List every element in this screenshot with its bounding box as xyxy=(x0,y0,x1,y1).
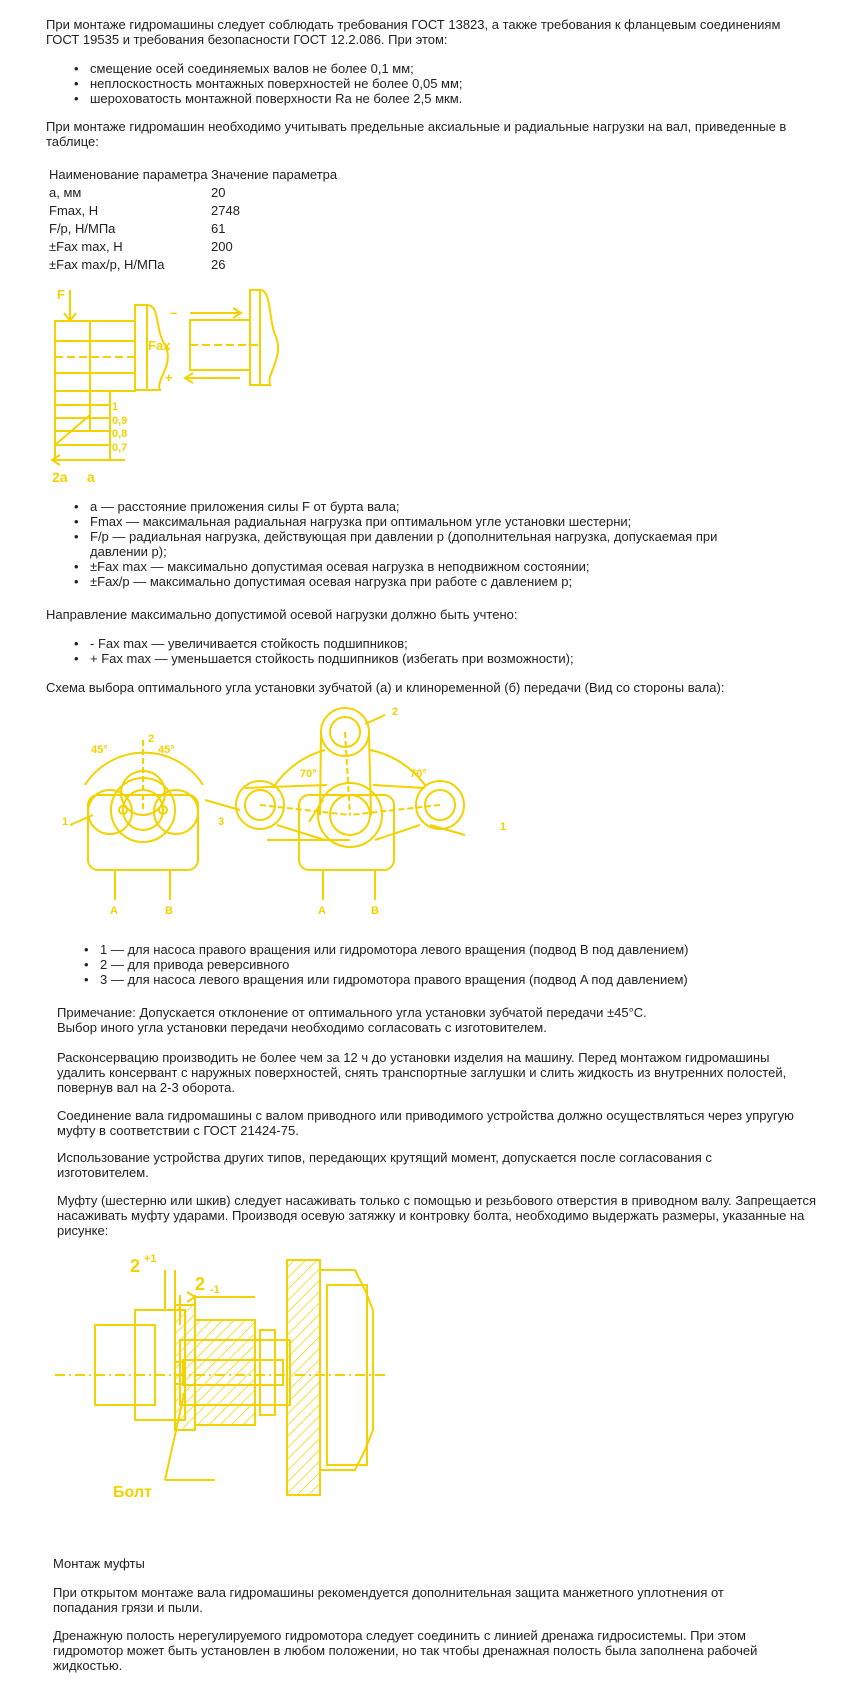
mount-caption: Монтаж муфты xyxy=(53,1556,145,1571)
table-row xyxy=(49,257,337,275)
note-line-2: Выбор иного угла установки передачи необходимо согласовать с изготовителем. xyxy=(57,1020,547,1035)
table-cell: 26 xyxy=(211,257,226,272)
gear-num-1: 1 xyxy=(62,816,69,828)
table-header: Наименование параметра xyxy=(49,167,208,182)
force-fax-label: Fax xyxy=(148,338,171,353)
num-3: 3 xyxy=(218,816,225,828)
note-line-1: Примечание: Допускается отклонение от оптимального угла установки зубчатой передачи ±45°С. xyxy=(57,1005,647,1020)
angle-70-right: 70° xyxy=(410,768,427,780)
plus-sign: + xyxy=(165,370,173,385)
angle-left-label: 45° xyxy=(91,744,108,756)
legend-list xyxy=(90,499,750,589)
force-f-label: F xyxy=(57,287,65,302)
intro-paragraph: При монтаже гидромашины следует соблюдать требования ГОСТ 13823, а также требования к фланцевым соединениям ГОСТ 19535 и требования безопасности ГОСТ 12.2.086. При этом: xyxy=(46,17,781,47)
table-cell: Fmax, H xyxy=(49,203,99,218)
loads-intro: При монтаже гидромашин необходимо учитывать предельные аксиальные и радиальные нагрузки на вал, приведенные в таблице: xyxy=(46,119,787,149)
list-item: • неплоскостность монтажных поверхностей не более 0,05 мм; xyxy=(90,76,790,91)
list-item: • 2 — для привода реверсивного xyxy=(100,957,800,972)
gear-num-2: 2 xyxy=(148,733,155,745)
mounting-angle-diagram xyxy=(55,700,525,930)
coupling-paragraph: Соединение вала гидромашины с валом приводного или приводимого устройства должно осуществляться через упругую муфту в соответствии с ГОСТ 21424-75. xyxy=(57,1108,794,1138)
table-row xyxy=(49,185,337,203)
table-header-row xyxy=(49,167,337,185)
dim-2-minus-1-sub: -1 xyxy=(210,1284,220,1296)
table-cell: 2748 xyxy=(211,203,240,218)
other-devices-paragraph: Использование устройства других типов, передающих крутящий момент, допускается после согласования с изготовителем. xyxy=(57,1150,712,1180)
direction-intro: Направление максимально допустимой осевой нагрузки должно быть учтено: xyxy=(46,607,518,622)
open-mount-paragraph: При открытом монтаже вала гидромашины рекомендуется дополнительная защита манжетного уплотнения от попадания грязи и пыли. xyxy=(53,1585,724,1615)
list-item: • 3 — для насоса левого вращения или гидромотора правого вращения (подвод A под давлением) xyxy=(100,972,800,987)
list-item: • + Fax max — уменьшается стойкость подшипников (избегать при возможности); xyxy=(90,651,790,666)
scale-label: 0,9 xyxy=(112,415,128,427)
scheme-intro: Схема выбора оптимального угла установки зубчатой (а) и клиноременной (б) передачи (Вид со стороны вала): xyxy=(46,680,725,695)
loads-table xyxy=(49,167,337,275)
table-header: Значение параметра xyxy=(211,167,338,182)
table-row xyxy=(49,239,337,257)
list-item: • ±Fax/p — максимально допустимая осевая нагрузка при работе с давлением p; xyxy=(90,574,750,589)
table-row xyxy=(49,221,337,239)
pulley-num-2: 2 xyxy=(392,706,399,718)
dim-2-minus-1: 2 xyxy=(195,1274,206,1294)
table-row xyxy=(49,203,337,221)
axis-2a-label: 2a xyxy=(52,469,68,485)
load-diagram xyxy=(50,285,280,485)
list-item: • F/p — радиальная нагрузка, действующая при давлении p (дополнительная нагрузка, допускаемая при давлении p); xyxy=(90,529,750,559)
port-b-label: B xyxy=(165,905,173,917)
list-item: • ±Fax max — максимально допустимая осевая нагрузка в неподвижном состоянии; xyxy=(90,559,750,574)
list-item: • Fmax — максимальная радиальная нагрузка при оптимальном угле установки шестерни; xyxy=(90,514,750,529)
axis-a-label: a xyxy=(87,469,95,485)
bolt-label: Болт xyxy=(113,1484,152,1501)
rotation-list xyxy=(100,942,800,987)
drain-paragraph: Дренажную полость нерегулируемого гидромотора следует соединить с линией дренажа гидросистемы. При этом гидромотор может быть установлен в любом положении, но так чтобы дренажная полость была заполнена рабочей жидкостью. xyxy=(53,1628,758,1673)
port-b-label-2: B xyxy=(371,905,379,917)
dim-2-plus-1-sup: +1 xyxy=(144,1253,157,1265)
requirements-list xyxy=(90,61,790,106)
angle-right-label: 45° xyxy=(158,744,175,756)
table-cell: F/p, Н/МПа xyxy=(49,221,116,236)
port-a-label-2: A xyxy=(318,905,326,917)
pulley-num-1: 1 xyxy=(500,821,507,833)
dim-2-plus-1: 2 xyxy=(130,1256,141,1276)
table-cell: 61 xyxy=(211,221,226,236)
scale-label: 0,7 xyxy=(112,442,128,454)
minus-sign: – xyxy=(170,305,178,320)
table-cell: 20 xyxy=(211,185,226,200)
direction-list xyxy=(90,636,790,666)
angle-70-left: 70° xyxy=(300,768,317,780)
table-cell: a, мм xyxy=(49,185,82,200)
table-cell: ±Fax max, H xyxy=(49,239,123,254)
list-item: • смещение осей соединяемых валов не более 0,1 мм; xyxy=(90,61,790,76)
table-cell: ±Fax max/p, Н/МПа xyxy=(49,257,165,272)
list-item: • шероховатость монтажной поверхности Ra не более 2,5 мкм. xyxy=(90,91,790,106)
list-item: • - Fax max — увеличивается стойкость подшипников; xyxy=(90,636,790,651)
scale-label: 1 xyxy=(112,401,119,413)
port-a-label: A xyxy=(110,905,118,917)
coupling-mount-diagram xyxy=(55,1250,385,1520)
depreservation-paragraph: Расконсервацию производить не более чем за 12 ч до установки изделия на машину. Перед монтажом гидромашины удалить консервант с наружных поверхностей, снять транспортные заглушки и слить жидкость из внутренних полостей, повернув вал на 2-3 оборота. xyxy=(57,1050,787,1095)
list-item: • a — расстояние приложения силы F от бурта вала; xyxy=(90,499,750,514)
mount-paragraph: Муфту (шестерню или шкив) следует насаживать только с помощью и резьбового отверстия в приводном валу. Запрещается насаживать муфту ударами. Производя осевую затяжку и контровку болта, необходимо выдержать размеры, указанные на рисунке: xyxy=(57,1193,817,1238)
list-item: • 1 — для насоса правого вращения или гидромотора левого вращения (подвод B под давлением) xyxy=(100,942,800,957)
scale-label: 0,8 xyxy=(112,428,128,440)
table-cell: 200 xyxy=(211,239,233,254)
